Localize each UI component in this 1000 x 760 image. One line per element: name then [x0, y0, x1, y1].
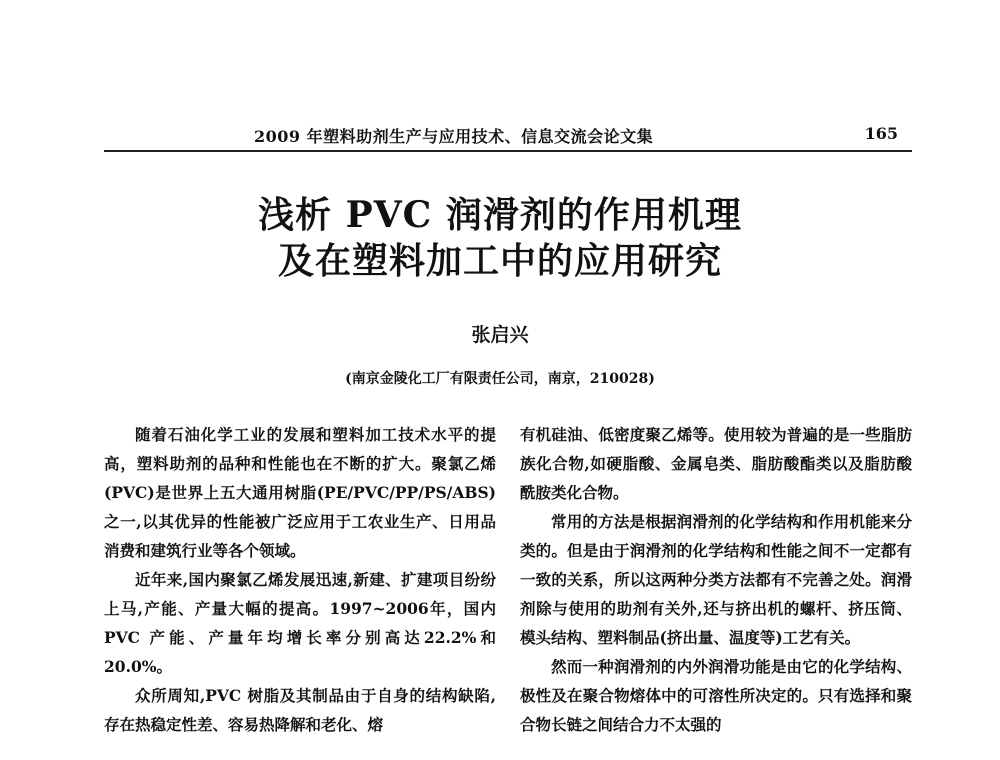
- running-header: [104, 118, 912, 148]
- paragraph: 然而一种润滑剂的内外润滑功能是由它的化学结构、极性及在聚合物熔体中的可溶性所决定的。只有选择和聚合物长链之间结合力不太强的: [520, 657, 912, 734]
- article-title: [0, 192, 1000, 284]
- header-divider: [104, 150, 912, 152]
- paragraph: 近年来,国内聚氯乙烯发展迅速,新建、扩建项目纷纷上马,产能、产量大幅的提高。1997~2006年，国内 PVC 产能、产量年均增长率分别高达22.2%和 20.0%。: [104, 570, 496, 676]
- running-title: 2009 年塑料助剂生产与应用技术、信息交流会论文集: [254, 127, 654, 146]
- body-column-left: [104, 420, 496, 739]
- page-number: 165: [864, 124, 898, 143]
- paragraph: 随着石油化学工业的发展和塑料加工技术水平的提高，塑料助剂的品种和性能也在不断的扩大。聚氯乙烯(PVC)是世界上五大通用树脂(PE/PVC/PP/PS/ABS)之一,以其优异的性能被广泛应用于工农业生产、日用品消费和建筑行业等各个领域。: [104, 425, 496, 560]
- body-column-right: [520, 420, 912, 739]
- title-line-1: 浅析 PVC 润滑剂的作用机理: [258, 194, 742, 236]
- author-name: 张启兴: [471, 324, 529, 346]
- paragraph: 众所周知,PVC 树脂及其制品由于自身的结构缺陷,存在热稳定性差、容易热降解和老化、熔: [104, 686, 496, 734]
- paragraph: 常用的方法是根据润滑剂的化学结构和作用机能来分类的。但是由于润滑剂的化学结构和性能之间不一定都有一致的关系，所以这两种分类方法都有不完善之处。润滑剂除与使用的助剂有关外,还与挤出机的螺杆、挤压筒、模头结构、塑料制品(挤出量、温度等)工艺有关。: [520, 512, 912, 647]
- author-affiliation: (南京金陵化工厂有限责任公司，南京，210028): [345, 371, 655, 387]
- title-line-2: 及在塑料加工中的应用研究: [277, 240, 722, 282]
- paragraph-continued: 有机硅油、低密度聚乙烯等。使用较为普遍的是一些脂肪族化合物,如硬脂酸、金属皂类、脂肪酸酯类以及脂肪酸酰胺类化合物。: [520, 425, 912, 502]
